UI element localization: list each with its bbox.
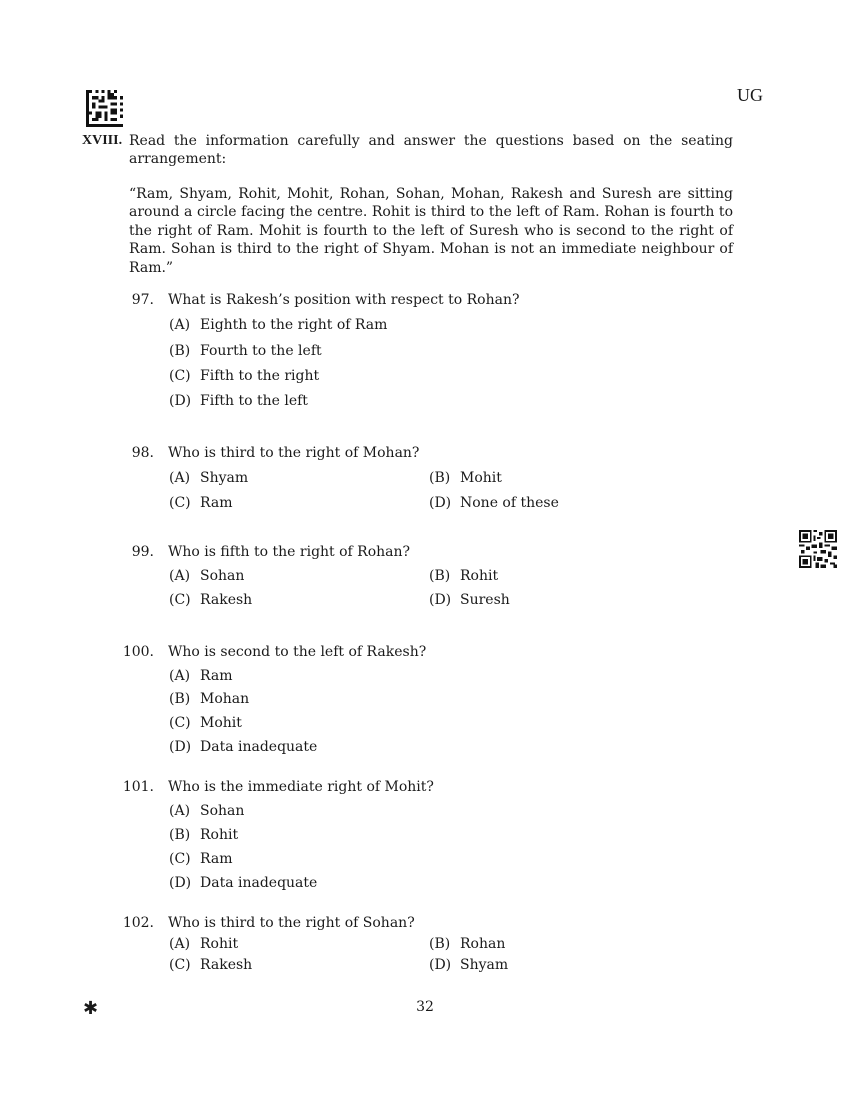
question-number: 102. [122, 915, 154, 931]
option-b: (B) Fourth to the left [169, 343, 322, 359]
option-a: (A) Rohit [169, 936, 239, 952]
option-a: (A) Sohan [169, 568, 245, 584]
option-b: (B) Rohit [169, 827, 239, 843]
option-d: (D) Data inadequate [169, 875, 318, 891]
option-b: (B) Mohit [429, 470, 502, 486]
option-c: (C) Fifth to the right [169, 368, 320, 384]
option-d: (D) None of these [429, 495, 559, 511]
option-c: (C) Mohit [169, 715, 242, 731]
option-c: (C) Rakesh [169, 957, 253, 973]
question-number: 99. [131, 544, 154, 560]
question-number: 100. [122, 644, 154, 660]
datamatrix-code [86, 90, 123, 127]
option-b: (B) Rohan [429, 936, 506, 952]
option-c: (C) Rakesh [169, 592, 253, 608]
option-c: (C) Ram [169, 495, 233, 511]
option-b: (B) Rohit [429, 568, 499, 584]
page-number: 32 [416, 999, 434, 1015]
option-c: (C) Ram [169, 851, 233, 867]
exam-code-label: UG [737, 85, 763, 105]
question-text: Who is second to the left of Rakesh? [168, 644, 427, 660]
question-number: 98. [131, 445, 154, 461]
option-a: (A) Ram [169, 668, 233, 684]
footer-star-marker: ✱ [83, 998, 99, 1019]
option-d: (D) Data inadequate [169, 739, 318, 755]
option-a: (A) Sohan [169, 803, 245, 819]
question-text: Who is third to the right of Sohan? [168, 915, 415, 931]
question-text: Who is third to the right of Mohan? [168, 445, 420, 461]
option-d: (D) Shyam [429, 957, 509, 973]
seating-passage: “Ram, Shyam, Rohit, Mohit, Rohan, Sohan, Mohan, Rakesh and Suresh are sitting around a circle facing the centre. Rohit is third to the left of Ram. Rohan is fourth to the right of Ram. Mohit is fourth to the left of Suresh who is second to the right of Ram. Sohan is third to the right of Shyam. Mohan is not an immediate neighbour of Ram.” [129, 186, 733, 276]
question-text: What is Rakesh’s position with respect to Rohan? [168, 292, 520, 308]
section-instruction: Read the information carefully and answer the questions based on the seating arrangement: [129, 133, 733, 167]
qr-code [799, 530, 837, 568]
question-number: 97. [131, 292, 154, 308]
question-text: Who is the immediate right of Mohit? [168, 779, 434, 795]
section-number: XVIII. [82, 133, 123, 148]
option-a: (A) Shyam [169, 470, 249, 486]
option-d: (D) Fifth to the left [169, 393, 308, 409]
question-text: Who is fifth to the right of Rohan? [168, 544, 411, 560]
option-a: (A) Eighth to the right of Ram [169, 317, 388, 333]
option-b: (B) Mohan [169, 691, 250, 707]
question-number: 101. [122, 779, 154, 795]
option-d: (D) Suresh [429, 592, 510, 608]
